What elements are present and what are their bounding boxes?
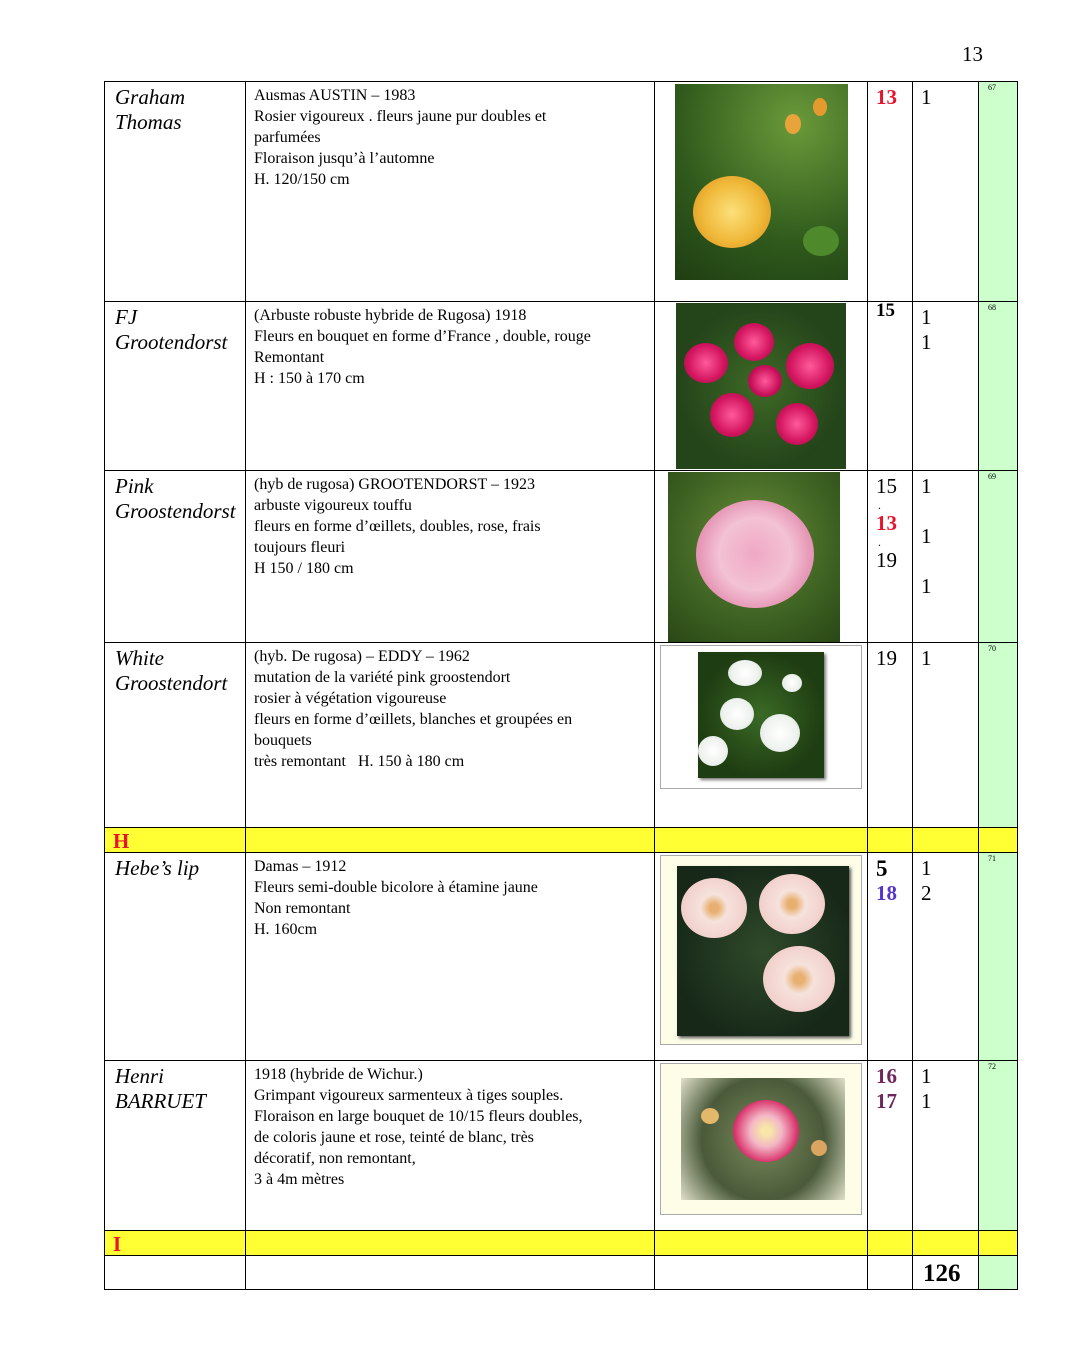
- page-ref-cell: [868, 643, 913, 828]
- quantity: 1: [921, 330, 932, 354]
- quantity-cell: [913, 1061, 979, 1231]
- quantity: 1: [921, 474, 932, 498]
- ref-number: 72: [988, 1062, 996, 1071]
- quantity: 1: [921, 1089, 932, 1113]
- rose-name: White: [115, 646, 164, 670]
- description-line: fleurs en forme d’œillets, doubles, rose, frais: [254, 518, 541, 535]
- description-line: (Arbuste robuste hybride de Rugosa) 1918: [254, 307, 527, 324]
- rose-description-cell: [246, 82, 655, 302]
- page-ref-cell: [868, 853, 913, 1061]
- bicolor-rose-photo-frame: [660, 1063, 862, 1215]
- table-row: [105, 302, 1018, 471]
- table-row: [105, 82, 1018, 302]
- rose-name-cell: [105, 471, 246, 643]
- quantity: 1: [921, 524, 932, 548]
- empty-cell: [979, 828, 1018, 853]
- quantity: 1: [921, 85, 932, 109]
- empty-cell: [246, 1256, 655, 1290]
- description-line: parfumées: [254, 129, 321, 146]
- description-line: Grimpant vigoureux sarmenteux à tiges souples.: [254, 1087, 564, 1104]
- description-line: Fleurs en bouquet en forme d’France , double, rouge: [254, 328, 591, 345]
- page-ref-cell: [868, 302, 913, 471]
- bicolor-rose-photo: [681, 1078, 845, 1200]
- section-letter-cell: [105, 1231, 246, 1256]
- description-line: Floraison en large bouquet de 10/15 fleurs doubles,: [254, 1108, 583, 1125]
- page-ref-cell: [868, 1061, 913, 1231]
- white-rose-photo: [698, 652, 824, 778]
- table-row: [105, 1061, 1018, 1231]
- page-reference: 5: [876, 856, 888, 881]
- quantity: 1: [921, 856, 932, 880]
- ref-number-cell: [979, 1061, 1018, 1231]
- section-letter-cell: [105, 828, 246, 853]
- description-line: bouquets: [254, 732, 312, 749]
- page-reference: 16: [876, 1064, 897, 1088]
- rose-image-cell: [655, 853, 868, 1061]
- rose-image-cell: [655, 82, 868, 302]
- description-line: H. 120/150 cm: [254, 171, 350, 188]
- description-line: (hyb. De rugosa) – EDDY – 1962: [254, 648, 470, 665]
- description-line: très remontant H. 150 à 180 cm: [254, 753, 465, 770]
- quantity-cell: [913, 82, 979, 302]
- table-row: [105, 853, 1018, 1061]
- rose-name: Thomas: [115, 110, 182, 134]
- page-reference: 18: [876, 881, 897, 905]
- empty-cell: [913, 1231, 979, 1256]
- section-letter-row: [105, 828, 1018, 853]
- page-reference: 17: [876, 1089, 897, 1113]
- table-row: [105, 643, 1018, 828]
- total-cell: [913, 1256, 979, 1290]
- page-reference: 15: [876, 302, 895, 320]
- empty-cell: [979, 1256, 1018, 1290]
- empty-cell: [868, 1256, 913, 1290]
- description-line: de coloris jaune et rose, teinté de blanc, très: [254, 1129, 534, 1146]
- description-line: Floraison jusqu’à l’automne: [254, 150, 435, 167]
- quantity-cell: [913, 643, 979, 828]
- quantity: 1: [921, 1064, 932, 1088]
- ref-number-cell: [979, 471, 1018, 643]
- description-line: mutation de la variété pink groostendort: [254, 669, 511, 686]
- rose-name-cell: [105, 302, 246, 471]
- page-reference: 13: [876, 85, 897, 109]
- rose-description-cell: [246, 1061, 655, 1231]
- rose-description-cell: [246, 471, 655, 643]
- rose-name: BARRUET: [115, 1089, 206, 1113]
- description-line: arbuste vigoureux touffu: [254, 497, 412, 514]
- white-rose-photo-frame: [660, 645, 862, 789]
- description-line: Fleurs semi-double bicolore à étamine jaune: [254, 879, 538, 896]
- rose-name-cell: [105, 1061, 246, 1231]
- rose-name: Grootendorst: [115, 330, 228, 354]
- section-letter-row: [105, 1231, 1018, 1256]
- rose-image-cell: [655, 643, 868, 828]
- rose-name: Pink: [115, 474, 154, 498]
- page-reference: 13: [876, 511, 897, 535]
- empty-cell: [105, 1256, 246, 1290]
- separator-dot: .: [878, 498, 881, 512]
- empty-cell: [246, 1231, 655, 1256]
- description-line: toujours fleuri: [254, 539, 346, 556]
- quantity-cell: [913, 853, 979, 1061]
- description-line: rosier à végétation vigoureuse: [254, 690, 447, 707]
- page-ref-cell: [868, 82, 913, 302]
- section-letter: I: [113, 1232, 122, 1256]
- table-row: [105, 471, 1018, 643]
- page-reference: 19: [876, 548, 897, 572]
- description-line: 3 à 4m mètres: [254, 1171, 345, 1188]
- pale-pink-rose-photo: [677, 866, 849, 1036]
- quantity-cell: [913, 302, 979, 471]
- description-line: H. 160cm: [254, 921, 318, 938]
- rose-name-cell: [105, 853, 246, 1061]
- rose-name: Groostendort: [115, 671, 228, 695]
- page-reference: 15: [876, 474, 897, 498]
- rose-description-cell: [246, 853, 655, 1061]
- rose-image-cell: [655, 1061, 868, 1231]
- description-line: Rosier vigoureux . fleurs jaune pur doubles et: [254, 108, 547, 125]
- ref-number-cell: [979, 853, 1018, 1061]
- empty-cell: [979, 1231, 1018, 1256]
- rose-name: Hebe’s lip: [115, 856, 200, 880]
- description-line: Remontant: [254, 349, 325, 366]
- page-number: 13: [962, 42, 983, 66]
- ref-number: 67: [988, 83, 996, 92]
- ref-number: 68: [988, 303, 996, 312]
- pale-pink-rose-photo-frame: [660, 855, 862, 1045]
- total-count: 126: [923, 1260, 961, 1287]
- description-line: 1918 (hybride de Wichur.): [254, 1066, 423, 1083]
- total-row: [105, 1256, 1018, 1290]
- rose-name: Groostendorst: [115, 499, 236, 523]
- rose-image-cell: [655, 302, 868, 471]
- description-line: fleurs en forme d’œillets, blanches et groupées en: [254, 711, 573, 728]
- page-reference: 19: [876, 646, 897, 670]
- rose-catalog-table: [104, 81, 1018, 1290]
- red-rose-cluster-photo: [676, 303, 846, 469]
- quantity: 1: [921, 646, 932, 670]
- ref-number: 70: [988, 644, 996, 653]
- description-line: (hyb de rugosa) GROOTENDORST – 1923: [254, 476, 536, 493]
- empty-cell: [868, 828, 913, 853]
- empty-cell: [655, 828, 868, 853]
- section-letter: H: [113, 829, 130, 853]
- yellow-rose-photo: [675, 84, 848, 280]
- ref-number-cell: [979, 82, 1018, 302]
- ref-number-cell: [979, 302, 1018, 471]
- quantity-cell: [913, 471, 979, 643]
- quantity: 2: [921, 881, 932, 905]
- separator-dot: .: [878, 535, 881, 549]
- empty-cell: [655, 1231, 868, 1256]
- empty-cell: [913, 828, 979, 853]
- rose-description-cell: [246, 302, 655, 471]
- pink-rose-photo: [668, 472, 840, 642]
- empty-cell: [868, 1231, 913, 1256]
- rose-name-cell: [105, 82, 246, 302]
- rose-name: FJ: [115, 305, 138, 329]
- description-line: Non remontant: [254, 900, 351, 917]
- rose-image-cell: [655, 471, 868, 643]
- rose-name-cell: [105, 643, 246, 828]
- page-ref-cell: [868, 471, 913, 643]
- ref-number: 71: [988, 854, 996, 863]
- rose-name: Graham: [115, 85, 186, 109]
- description-line: Damas – 1912: [254, 858, 347, 875]
- quantity: 1: [921, 305, 932, 329]
- rose-description-cell: [246, 643, 655, 828]
- quantity: 1: [921, 574, 932, 598]
- description-line: décoratif, non remontant,: [254, 1150, 416, 1167]
- description-line: H : 150 à 170 cm: [254, 370, 365, 387]
- description-line: H 150 / 180 cm: [254, 560, 354, 577]
- empty-cell: [246, 828, 655, 853]
- rose-name: Henri: [115, 1064, 164, 1088]
- description-line: Ausmas AUSTIN – 1983: [254, 87, 416, 104]
- empty-cell: [655, 1256, 868, 1290]
- ref-number: 69: [988, 472, 996, 481]
- ref-number-cell: [979, 643, 1018, 828]
